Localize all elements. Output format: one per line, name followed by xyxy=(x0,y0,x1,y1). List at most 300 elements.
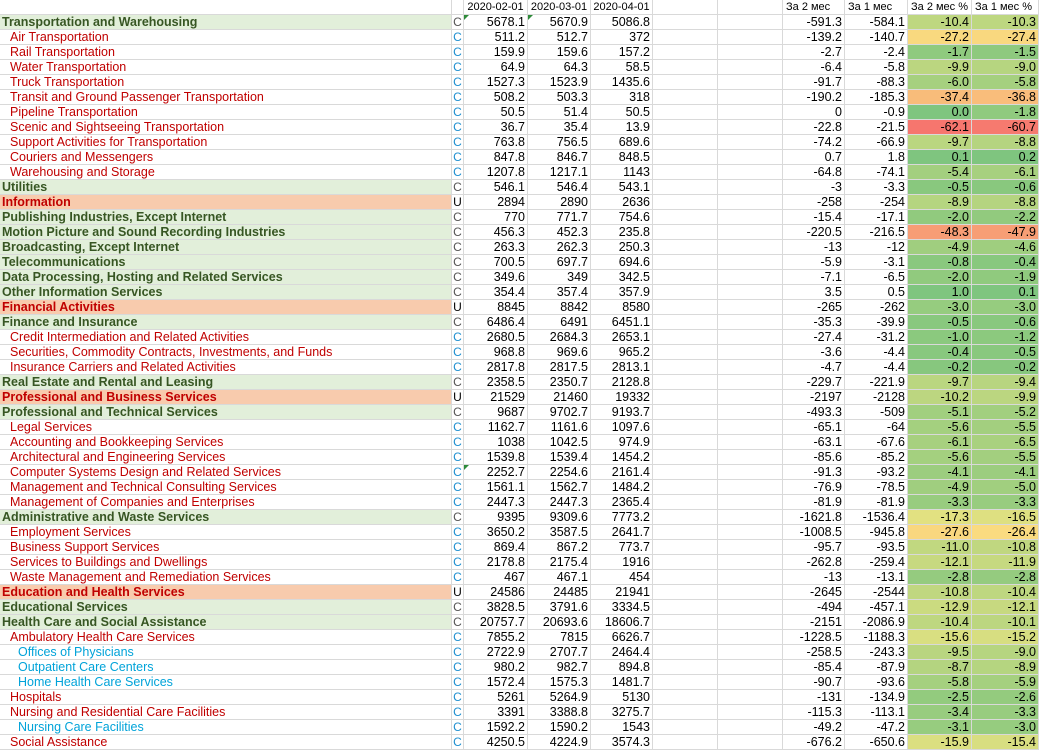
pct-1m-cell[interactable]: -9.0 xyxy=(972,60,1039,75)
pct-2m-cell[interactable]: -2.0 xyxy=(908,270,972,285)
value-2020-03[interactable]: 982.7 xyxy=(528,660,591,675)
pct-1m-cell[interactable]: -3.0 xyxy=(972,720,1039,735)
value-2020-02[interactable]: 2252.7 xyxy=(464,465,528,480)
value-2020-03[interactable]: 2254.6 xyxy=(528,465,591,480)
industry-name-cell[interactable]: Telecommunications xyxy=(0,255,452,270)
header-2020-04[interactable]: 2020-04-01 xyxy=(591,0,653,15)
delta-1m-cell[interactable]: -67.6 xyxy=(845,435,908,450)
code-cell[interactable]: C xyxy=(452,330,464,345)
value-2020-02[interactable]: 1572.4 xyxy=(464,675,528,690)
pct-1m-cell[interactable]: -5.2 xyxy=(972,405,1039,420)
value-2020-03[interactable]: 2175.4 xyxy=(528,555,591,570)
empty-cell[interactable] xyxy=(653,480,718,495)
pct-1m-cell[interactable]: -1.5 xyxy=(972,45,1039,60)
delta-1m-cell[interactable]: -31.2 xyxy=(845,330,908,345)
delta-1m-cell[interactable]: -650.6 xyxy=(845,735,908,750)
industry-name-cell[interactable]: Other Information Services xyxy=(0,285,452,300)
value-2020-03[interactable]: 20693.6 xyxy=(528,615,591,630)
code-cell[interactable]: C xyxy=(452,60,464,75)
empty-cell[interactable] xyxy=(653,150,718,165)
value-2020-04[interactable]: 5130 xyxy=(591,690,653,705)
code-cell[interactable]: C xyxy=(452,135,464,150)
delta-2m-cell[interactable]: -190.2 xyxy=(783,90,845,105)
empty-cell[interactable] xyxy=(718,60,783,75)
delta-1m-cell[interactable]: -47.2 xyxy=(845,720,908,735)
value-2020-04[interactable]: 848.5 xyxy=(591,150,653,165)
empty-cell[interactable] xyxy=(653,300,718,315)
empty-cell[interactable] xyxy=(718,525,783,540)
empty-cell[interactable] xyxy=(718,210,783,225)
industry-name-cell[interactable]: Air Transportation xyxy=(0,30,452,45)
value-2020-02[interactable]: 980.2 xyxy=(464,660,528,675)
industry-name-cell[interactable]: Employment Services xyxy=(0,525,452,540)
code-cell[interactable]: C xyxy=(452,735,464,750)
delta-1m-cell[interactable]: -185.3 xyxy=(845,90,908,105)
pct-1m-cell[interactable]: -5.0 xyxy=(972,480,1039,495)
value-2020-02[interactable]: 508.2 xyxy=(464,90,528,105)
empty-cell[interactable] xyxy=(653,330,718,345)
value-2020-02[interactable]: 9687 xyxy=(464,405,528,420)
empty-cell[interactable] xyxy=(718,420,783,435)
value-2020-04[interactable]: 2365.4 xyxy=(591,495,653,510)
empty-cell[interactable] xyxy=(718,510,783,525)
empty-cell[interactable] xyxy=(653,585,718,600)
industry-name-cell[interactable]: Outpatient Care Centers xyxy=(0,660,452,675)
delta-2m-cell[interactable]: -3 xyxy=(783,180,845,195)
delta-2m-cell[interactable]: -13 xyxy=(783,240,845,255)
code-cell[interactable]: C xyxy=(452,15,464,30)
pct-1m-cell[interactable]: -10.1 xyxy=(972,615,1039,630)
code-cell[interactable]: C xyxy=(452,495,464,510)
pct-2m-cell[interactable]: -37.4 xyxy=(908,90,972,105)
empty-cell[interactable] xyxy=(653,540,718,555)
pct-2m-cell[interactable]: -6.0 xyxy=(908,75,972,90)
empty-cell[interactable] xyxy=(653,495,718,510)
code-cell[interactable]: C xyxy=(452,420,464,435)
value-2020-03[interactable]: 35.4 xyxy=(528,120,591,135)
pct-2m-cell[interactable]: -3.3 xyxy=(908,495,972,510)
delta-2m-cell[interactable]: 0 xyxy=(783,105,845,120)
value-2020-02[interactable]: 354.4 xyxy=(464,285,528,300)
code-cell[interactable]: C xyxy=(452,240,464,255)
delta-1m-cell[interactable]: -3.3 xyxy=(845,180,908,195)
delta-2m-cell[interactable]: -13 xyxy=(783,570,845,585)
delta-2m-cell[interactable]: -6.4 xyxy=(783,60,845,75)
empty-cell[interactable] xyxy=(718,630,783,645)
empty-cell[interactable] xyxy=(653,525,718,540)
value-2020-03[interactable]: 546.4 xyxy=(528,180,591,195)
value-2020-03[interactable]: 4224.9 xyxy=(528,735,591,750)
empty-cell[interactable] xyxy=(718,705,783,720)
value-2020-03[interactable]: 1575.3 xyxy=(528,675,591,690)
value-2020-04[interactable]: 6451.1 xyxy=(591,315,653,330)
value-2020-03[interactable]: 2817.5 xyxy=(528,360,591,375)
delta-1m-cell[interactable]: -88.3 xyxy=(845,75,908,90)
value-2020-02[interactable]: 20757.7 xyxy=(464,615,528,630)
empty-cell[interactable] xyxy=(718,30,783,45)
pct-1m-cell[interactable]: -4.6 xyxy=(972,240,1039,255)
empty-cell[interactable] xyxy=(653,135,718,150)
industry-name-cell[interactable]: Education and Health Services xyxy=(0,585,452,600)
delta-2m-cell[interactable]: -2.7 xyxy=(783,45,845,60)
code-cell[interactable]: C xyxy=(452,120,464,135)
value-2020-04[interactable]: 3334.5 xyxy=(591,600,653,615)
value-2020-04[interactable]: 5086.8 xyxy=(591,15,653,30)
pct-1m-cell[interactable]: -10.4 xyxy=(972,585,1039,600)
value-2020-02[interactable]: 456.3 xyxy=(464,225,528,240)
delta-2m-cell[interactable]: -258 xyxy=(783,195,845,210)
header-2020-02[interactable]: 2020-02-01 xyxy=(464,0,528,15)
code-cell[interactable]: C xyxy=(452,375,464,390)
code-cell[interactable]: C xyxy=(452,690,464,705)
empty-cell[interactable] xyxy=(718,675,783,690)
value-2020-03[interactable]: 1539.4 xyxy=(528,450,591,465)
delta-2m-cell[interactable]: -229.7 xyxy=(783,375,845,390)
empty-cell[interactable] xyxy=(718,240,783,255)
industry-name-cell[interactable]: Real Estate and Rental and Leasing xyxy=(0,375,452,390)
pct-2m-cell[interactable]: -15.9 xyxy=(908,735,972,750)
value-2020-04[interactable]: 1143 xyxy=(591,165,653,180)
value-2020-02[interactable]: 5678.1 xyxy=(464,15,528,30)
delta-2m-cell[interactable]: -493.3 xyxy=(783,405,845,420)
pct-2m-cell[interactable]: -3.4 xyxy=(908,705,972,720)
delta-2m-cell[interactable]: -74.2 xyxy=(783,135,845,150)
value-2020-04[interactable]: 965.2 xyxy=(591,345,653,360)
delta-2m-cell[interactable]: -27.4 xyxy=(783,330,845,345)
value-2020-04[interactable]: 1484.2 xyxy=(591,480,653,495)
value-2020-04[interactable]: 13.9 xyxy=(591,120,653,135)
pct-2m-cell[interactable]: -12.1 xyxy=(908,555,972,570)
delta-2m-cell[interactable]: -139.2 xyxy=(783,30,845,45)
empty-cell[interactable] xyxy=(718,150,783,165)
value-2020-02[interactable]: 1162.7 xyxy=(464,420,528,435)
delta-1m-cell[interactable]: -66.9 xyxy=(845,135,908,150)
code-cell[interactable]: C xyxy=(452,630,464,645)
value-2020-04[interactable]: 773.7 xyxy=(591,540,653,555)
delta-2m-cell[interactable]: -7.1 xyxy=(783,270,845,285)
code-cell[interactable]: C xyxy=(452,180,464,195)
pct-2m-cell[interactable]: -9.7 xyxy=(908,375,972,390)
industry-name-cell[interactable]: Accounting and Bookkeeping Services xyxy=(0,435,452,450)
empty-cell[interactable] xyxy=(653,360,718,375)
value-2020-03[interactable]: 9309.6 xyxy=(528,510,591,525)
industry-name-cell[interactable]: Warehousing and Storage xyxy=(0,165,452,180)
empty-cell[interactable] xyxy=(653,405,718,420)
value-2020-03[interactable]: 5670.9 xyxy=(528,15,591,30)
header-name[interactable] xyxy=(0,0,452,15)
pct-1m-cell[interactable]: -5.5 xyxy=(972,420,1039,435)
industry-name-cell[interactable]: Ambulatory Health Care Services xyxy=(0,630,452,645)
value-2020-02[interactable]: 36.7 xyxy=(464,120,528,135)
delta-1m-cell[interactable]: -2544 xyxy=(845,585,908,600)
empty-cell[interactable] xyxy=(718,405,783,420)
empty-cell[interactable] xyxy=(653,15,718,30)
header-empty-1[interactable] xyxy=(653,0,718,15)
delta-1m-cell[interactable]: -134.9 xyxy=(845,690,908,705)
code-cell[interactable]: C xyxy=(452,315,464,330)
delta-1m-cell[interactable]: -87.9 xyxy=(845,660,908,675)
value-2020-04[interactable]: 357.9 xyxy=(591,285,653,300)
value-2020-03[interactable]: 1523.9 xyxy=(528,75,591,90)
empty-cell[interactable] xyxy=(653,390,718,405)
pct-1m-cell[interactable]: -8.8 xyxy=(972,135,1039,150)
value-2020-03[interactable]: 2350.7 xyxy=(528,375,591,390)
pct-1m-cell[interactable]: -15.4 xyxy=(972,735,1039,750)
empty-cell[interactable] xyxy=(653,465,718,480)
industry-name-cell[interactable]: Financial Activities xyxy=(0,300,452,315)
empty-cell[interactable] xyxy=(653,195,718,210)
value-2020-04[interactable]: 894.8 xyxy=(591,660,653,675)
industry-name-cell[interactable]: Home Health Care Services xyxy=(0,675,452,690)
value-2020-03[interactable]: 2684.3 xyxy=(528,330,591,345)
value-2020-02[interactable]: 1539.8 xyxy=(464,450,528,465)
delta-1m-cell[interactable]: -39.9 xyxy=(845,315,908,330)
empty-cell[interactable] xyxy=(653,705,718,720)
empty-cell[interactable] xyxy=(653,345,718,360)
value-2020-04[interactable]: 318 xyxy=(591,90,653,105)
delta-1m-cell[interactable]: -140.7 xyxy=(845,30,908,45)
value-2020-03[interactable]: 159.6 xyxy=(528,45,591,60)
pct-1m-cell[interactable]: -5.5 xyxy=(972,450,1039,465)
value-2020-02[interactable]: 3391 xyxy=(464,705,528,720)
pct-2m-cell[interactable]: -3.1 xyxy=(908,720,972,735)
code-cell[interactable]: C xyxy=(452,225,464,240)
value-2020-02[interactable]: 64.9 xyxy=(464,60,528,75)
industry-name-cell[interactable]: Transit and Ground Passenger Transportation xyxy=(0,90,452,105)
value-2020-04[interactable]: 754.6 xyxy=(591,210,653,225)
pct-2m-cell[interactable]: -6.1 xyxy=(908,435,972,450)
value-2020-03[interactable]: 512.7 xyxy=(528,30,591,45)
delta-2m-cell[interactable]: -22.8 xyxy=(783,120,845,135)
value-2020-02[interactable]: 467 xyxy=(464,570,528,585)
industry-name-cell[interactable]: Publishing Industries, Except Internet xyxy=(0,210,452,225)
value-2020-02[interactable]: 1561.1 xyxy=(464,480,528,495)
industry-name-cell[interactable]: Couriers and Messengers xyxy=(0,150,452,165)
pct-2m-cell[interactable]: -10.4 xyxy=(908,15,972,30)
empty-cell[interactable] xyxy=(718,75,783,90)
value-2020-03[interactable]: 21460 xyxy=(528,390,591,405)
value-2020-02[interactable]: 2178.8 xyxy=(464,555,528,570)
code-cell[interactable]: C xyxy=(452,645,464,660)
delta-2m-cell[interactable]: -265 xyxy=(783,300,845,315)
value-2020-03[interactable]: 5264.9 xyxy=(528,690,591,705)
delta-2m-cell[interactable]: -258.5 xyxy=(783,645,845,660)
pct-1m-cell[interactable]: -1.2 xyxy=(972,330,1039,345)
pct-1m-cell[interactable]: -15.2 xyxy=(972,630,1039,645)
industry-name-cell[interactable]: Information xyxy=(0,195,452,210)
empty-cell[interactable] xyxy=(653,90,718,105)
delta-1m-cell[interactable]: -3.1 xyxy=(845,255,908,270)
value-2020-03[interactable]: 3388.8 xyxy=(528,705,591,720)
value-2020-04[interactable]: 250.3 xyxy=(591,240,653,255)
pct-2m-cell[interactable]: -12.9 xyxy=(908,600,972,615)
value-2020-03[interactable]: 262.3 xyxy=(528,240,591,255)
value-2020-03[interactable]: 969.6 xyxy=(528,345,591,360)
empty-cell[interactable] xyxy=(718,495,783,510)
industry-name-cell[interactable]: Professional and Business Services xyxy=(0,390,452,405)
delta-2m-cell[interactable]: -2197 xyxy=(783,390,845,405)
delta-1m-cell[interactable]: -74.1 xyxy=(845,165,908,180)
value-2020-03[interactable]: 756.5 xyxy=(528,135,591,150)
empty-cell[interactable] xyxy=(653,555,718,570)
pct-2m-cell[interactable]: -27.2 xyxy=(908,30,972,45)
value-2020-02[interactable]: 700.5 xyxy=(464,255,528,270)
value-2020-04[interactable]: 2128.8 xyxy=(591,375,653,390)
empty-cell[interactable] xyxy=(718,45,783,60)
industry-name-cell[interactable]: Hospitals xyxy=(0,690,452,705)
delta-2m-cell[interactable]: -2645 xyxy=(783,585,845,600)
code-cell[interactable]: C xyxy=(452,255,464,270)
empty-cell[interactable] xyxy=(653,75,718,90)
industry-name-cell[interactable]: Management and Technical Consulting Services xyxy=(0,480,452,495)
empty-cell[interactable] xyxy=(718,285,783,300)
empty-cell[interactable] xyxy=(718,165,783,180)
header-empty-2[interactable] xyxy=(718,0,783,15)
empty-cell[interactable] xyxy=(718,105,783,120)
pct-2m-cell[interactable]: -0.4 xyxy=(908,345,972,360)
delta-2m-cell[interactable]: -494 xyxy=(783,600,845,615)
empty-cell[interactable] xyxy=(718,195,783,210)
pct-2m-cell[interactable]: -0.5 xyxy=(908,315,972,330)
empty-cell[interactable] xyxy=(718,660,783,675)
empty-cell[interactable] xyxy=(718,735,783,750)
value-2020-03[interactable]: 1161.6 xyxy=(528,420,591,435)
value-2020-02[interactable]: 2447.3 xyxy=(464,495,528,510)
code-cell[interactable]: C xyxy=(452,105,464,120)
code-cell[interactable]: C xyxy=(452,165,464,180)
empty-cell[interactable] xyxy=(653,120,718,135)
pct-2m-cell[interactable]: -4.9 xyxy=(908,240,972,255)
code-cell[interactable]: C xyxy=(452,345,464,360)
value-2020-02[interactable]: 263.3 xyxy=(464,240,528,255)
empty-cell[interactable] xyxy=(718,255,783,270)
value-2020-04[interactable]: 3574.3 xyxy=(591,735,653,750)
empty-cell[interactable] xyxy=(653,600,718,615)
value-2020-02[interactable]: 349.6 xyxy=(464,270,528,285)
industry-name-cell[interactable]: Nursing and Residential Care Facilities xyxy=(0,705,452,720)
delta-2m-cell[interactable]: -64.8 xyxy=(783,165,845,180)
industry-name-cell[interactable]: Transportation and Warehousing xyxy=(0,15,452,30)
delta-1m-cell[interactable]: -0.9 xyxy=(845,105,908,120)
value-2020-04[interactable]: 2641.7 xyxy=(591,525,653,540)
delta-1m-cell[interactable]: -262 xyxy=(845,300,908,315)
pct-1m-cell[interactable]: -0.6 xyxy=(972,315,1039,330)
industry-name-cell[interactable]: Pipeline Transportation xyxy=(0,105,452,120)
empty-cell[interactable] xyxy=(653,180,718,195)
delta-2m-cell[interactable]: -131 xyxy=(783,690,845,705)
value-2020-04[interactable]: 235.8 xyxy=(591,225,653,240)
industry-name-cell[interactable]: Legal Services xyxy=(0,420,452,435)
delta-1m-cell[interactable]: -113.1 xyxy=(845,705,908,720)
pct-1m-cell[interactable]: -9.0 xyxy=(972,645,1039,660)
pct-2m-cell[interactable]: -8.9 xyxy=(908,195,972,210)
pct-1m-cell[interactable]: -0.2 xyxy=(972,360,1039,375)
empty-cell[interactable] xyxy=(653,255,718,270)
code-cell[interactable]: C xyxy=(452,465,464,480)
code-cell[interactable]: C xyxy=(452,435,464,450)
value-2020-02[interactable]: 1592.2 xyxy=(464,720,528,735)
pct-2m-cell[interactable]: -5.4 xyxy=(908,165,972,180)
delta-2m-cell[interactable]: -35.3 xyxy=(783,315,845,330)
delta-1m-cell[interactable]: -93.2 xyxy=(845,465,908,480)
code-cell[interactable]: C xyxy=(452,75,464,90)
empty-cell[interactable] xyxy=(653,450,718,465)
industry-name-cell[interactable]: Rail Transportation xyxy=(0,45,452,60)
delta-2m-cell[interactable]: -90.7 xyxy=(783,675,845,690)
pct-2m-cell[interactable]: -10.2 xyxy=(908,390,972,405)
empty-cell[interactable] xyxy=(718,135,783,150)
industry-name-cell[interactable]: Services to Buildings and Dwellings xyxy=(0,555,452,570)
industry-name-cell[interactable]: Broadcasting, Except Internet xyxy=(0,240,452,255)
value-2020-03[interactable]: 697.7 xyxy=(528,255,591,270)
value-2020-04[interactable]: 21941 xyxy=(591,585,653,600)
pct-1m-cell[interactable]: -5.9 xyxy=(972,675,1039,690)
empty-cell[interactable] xyxy=(653,675,718,690)
delta-1m-cell[interactable]: -2086.9 xyxy=(845,615,908,630)
industry-name-cell[interactable]: Securities, Commodity Contracts, Investments, and Funds xyxy=(0,345,452,360)
code-cell[interactable]: C xyxy=(452,210,464,225)
empty-cell[interactable] xyxy=(718,570,783,585)
empty-cell[interactable] xyxy=(718,225,783,240)
delta-2m-cell[interactable]: -85.4 xyxy=(783,660,845,675)
value-2020-02[interactable]: 3650.2 xyxy=(464,525,528,540)
value-2020-04[interactable]: 6626.7 xyxy=(591,630,653,645)
pct-2m-cell[interactable]: -5.1 xyxy=(908,405,972,420)
value-2020-04[interactable]: 372 xyxy=(591,30,653,45)
pct-2m-cell[interactable]: -2.0 xyxy=(908,210,972,225)
value-2020-02[interactable]: 24586 xyxy=(464,585,528,600)
pct-1m-cell[interactable]: -8.8 xyxy=(972,195,1039,210)
pct-1m-cell[interactable]: -6.1 xyxy=(972,165,1039,180)
delta-1m-cell[interactable]: -5.8 xyxy=(845,60,908,75)
pct-1m-cell[interactable]: -36.8 xyxy=(972,90,1039,105)
code-cell[interactable]: C xyxy=(452,720,464,735)
value-2020-03[interactable]: 2447.3 xyxy=(528,495,591,510)
code-cell[interactable]: U xyxy=(452,585,464,600)
pct-2m-cell[interactable]: -5.6 xyxy=(908,450,972,465)
empty-cell[interactable] xyxy=(653,720,718,735)
delta-2m-cell[interactable]: -5.9 xyxy=(783,255,845,270)
empty-cell[interactable] xyxy=(653,270,718,285)
empty-cell[interactable] xyxy=(718,120,783,135)
empty-cell[interactable] xyxy=(718,360,783,375)
delta-2m-cell[interactable]: 0.7 xyxy=(783,150,845,165)
delta-1m-cell[interactable]: -254 xyxy=(845,195,908,210)
delta-2m-cell[interactable]: -4.7 xyxy=(783,360,845,375)
empty-cell[interactable] xyxy=(718,375,783,390)
code-cell[interactable]: C xyxy=(452,150,464,165)
pct-2m-cell[interactable]: -48.3 xyxy=(908,225,972,240)
code-cell[interactable]: C xyxy=(452,45,464,60)
value-2020-04[interactable]: 974.9 xyxy=(591,435,653,450)
industry-name-cell[interactable]: Motion Picture and Sound Recording Industries xyxy=(0,225,452,240)
delta-1m-cell[interactable]: -216.5 xyxy=(845,225,908,240)
value-2020-03[interactable]: 6491 xyxy=(528,315,591,330)
pct-1m-cell[interactable]: -3.3 xyxy=(972,705,1039,720)
empty-cell[interactable] xyxy=(653,315,718,330)
value-2020-04[interactable]: 8580 xyxy=(591,300,653,315)
pct-1m-cell[interactable]: -9.9 xyxy=(972,390,1039,405)
code-cell[interactable]: C xyxy=(452,540,464,555)
value-2020-02[interactable]: 869.4 xyxy=(464,540,528,555)
value-2020-03[interactable]: 51.4 xyxy=(528,105,591,120)
industry-name-cell[interactable]: Water Transportation xyxy=(0,60,452,75)
pct-1m-cell[interactable]: -26.4 xyxy=(972,525,1039,540)
empty-cell[interactable] xyxy=(653,645,718,660)
code-cell[interactable]: C xyxy=(452,660,464,675)
value-2020-03[interactable]: 2707.7 xyxy=(528,645,591,660)
header-pct-2m[interactable]: За 2 мес % xyxy=(908,0,972,15)
